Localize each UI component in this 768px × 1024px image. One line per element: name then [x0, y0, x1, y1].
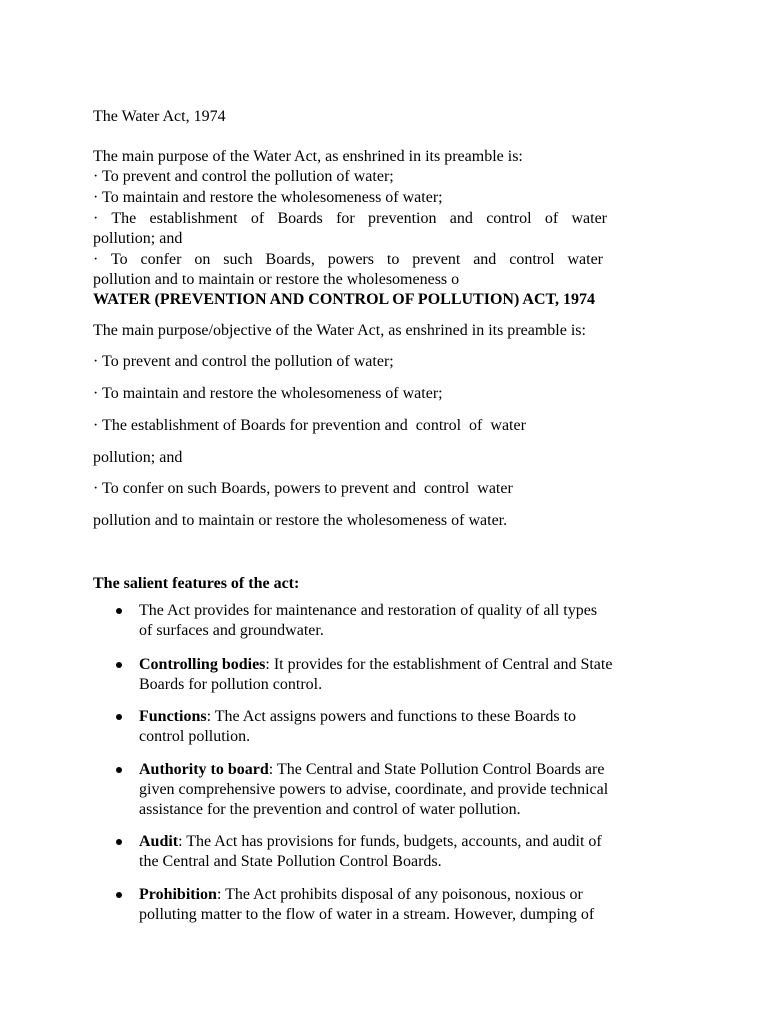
feature-3-line2: control pollution. [139, 728, 251, 745]
bullet-dot-icon [116, 839, 122, 845]
bullet-dot-icon [116, 892, 122, 898]
section1-item-2: · To maintain and restore the wholesomeness of water; [93, 189, 443, 206]
section2-item-4-line2: pollution and to maintain or restore the wholesomeness of water. [93, 512, 508, 529]
section1-item-3-line1: · The establishment of Boards for prevention and control of water [93, 210, 607, 227]
feature-4-label: Authority to board [139, 761, 269, 778]
feature-6-label: Prohibition [139, 886, 217, 903]
section1-item-3-line2: pollution; and [93, 230, 183, 247]
feature-2-line1: Controlling bodies: It provides for the establishment of Central and State [139, 656, 613, 673]
feature-2-label: Controlling bodies [139, 656, 266, 673]
features-heading: The salient features of the act: [93, 575, 300, 592]
section2-item-3-line1: · The establishment of Boards for prevention and control of water [93, 417, 526, 434]
section2-title: WATER (PREVENTION AND CONTROL OF POLLUTION) ACT, 1974 [93, 291, 595, 308]
feature-3-line1: Functions: The Act assigns powers and functions to these Boards to [139, 708, 577, 725]
section1-item-4-line2: pollution and to maintain or restore the wholesomeness o [93, 271, 460, 288]
section2-item-1: · To prevent and control the pollution of water; [93, 353, 394, 370]
section1-intro: The main purpose of the Water Act, as enshrined in its preamble is: [93, 148, 523, 165]
feature-1-line2: of surfaces and groundwater. [139, 622, 324, 639]
section1-item-4-line1: · To confer on such Boards, powers to prevent and control water [93, 251, 603, 268]
bullet-dot-icon [116, 608, 122, 614]
bullet-dot-icon [116, 767, 122, 773]
feature-4-line2: given comprehensive powers to advise, coordinate, and provide technical [139, 781, 609, 798]
section2-intro: The main purpose/objective of the Water Act, as enshrined in its preamble is: [93, 322, 586, 339]
doc-title: The Water Act, 1974 [93, 108, 226, 125]
feature-5-label: Audit [139, 833, 179, 850]
section2-item-4-line1: · To confer on such Boards, powers to prevent and control water [93, 480, 513, 497]
bullet-dot-icon [116, 662, 122, 668]
feature-6-line2: polluting matter to the flow of water in a stream. However, dumping of [139, 906, 595, 923]
section2-item-2: · To maintain and restore the wholesomeness of water; [93, 385, 443, 402]
feature-4-line3: assistance for the prevention and control of water pollution. [139, 801, 521, 818]
section2-item-3-line2: pollution; and [93, 449, 183, 466]
feature-5-line1: Audit: The Act has provisions for funds, budgets, accounts, and audit of [139, 833, 602, 850]
feature-6-line1: Prohibition: The Act prohibits disposal of any poisonous, noxious or [139, 886, 583, 903]
feature-4-line1: Authority to board: The Central and State Pollution Control Boards are [139, 761, 605, 778]
bullet-dot-icon [116, 714, 122, 720]
feature-5-line2: the Central and State Pollution Control Boards. [139, 853, 442, 870]
section1-item-1: · To prevent and control the pollution of water; [93, 168, 394, 185]
feature-1-line1: The Act provides for maintenance and restoration of quality of all types [139, 602, 598, 619]
feature-2-line2: Boards for pollution control. [139, 676, 323, 693]
feature-3-label: Functions [139, 708, 207, 725]
